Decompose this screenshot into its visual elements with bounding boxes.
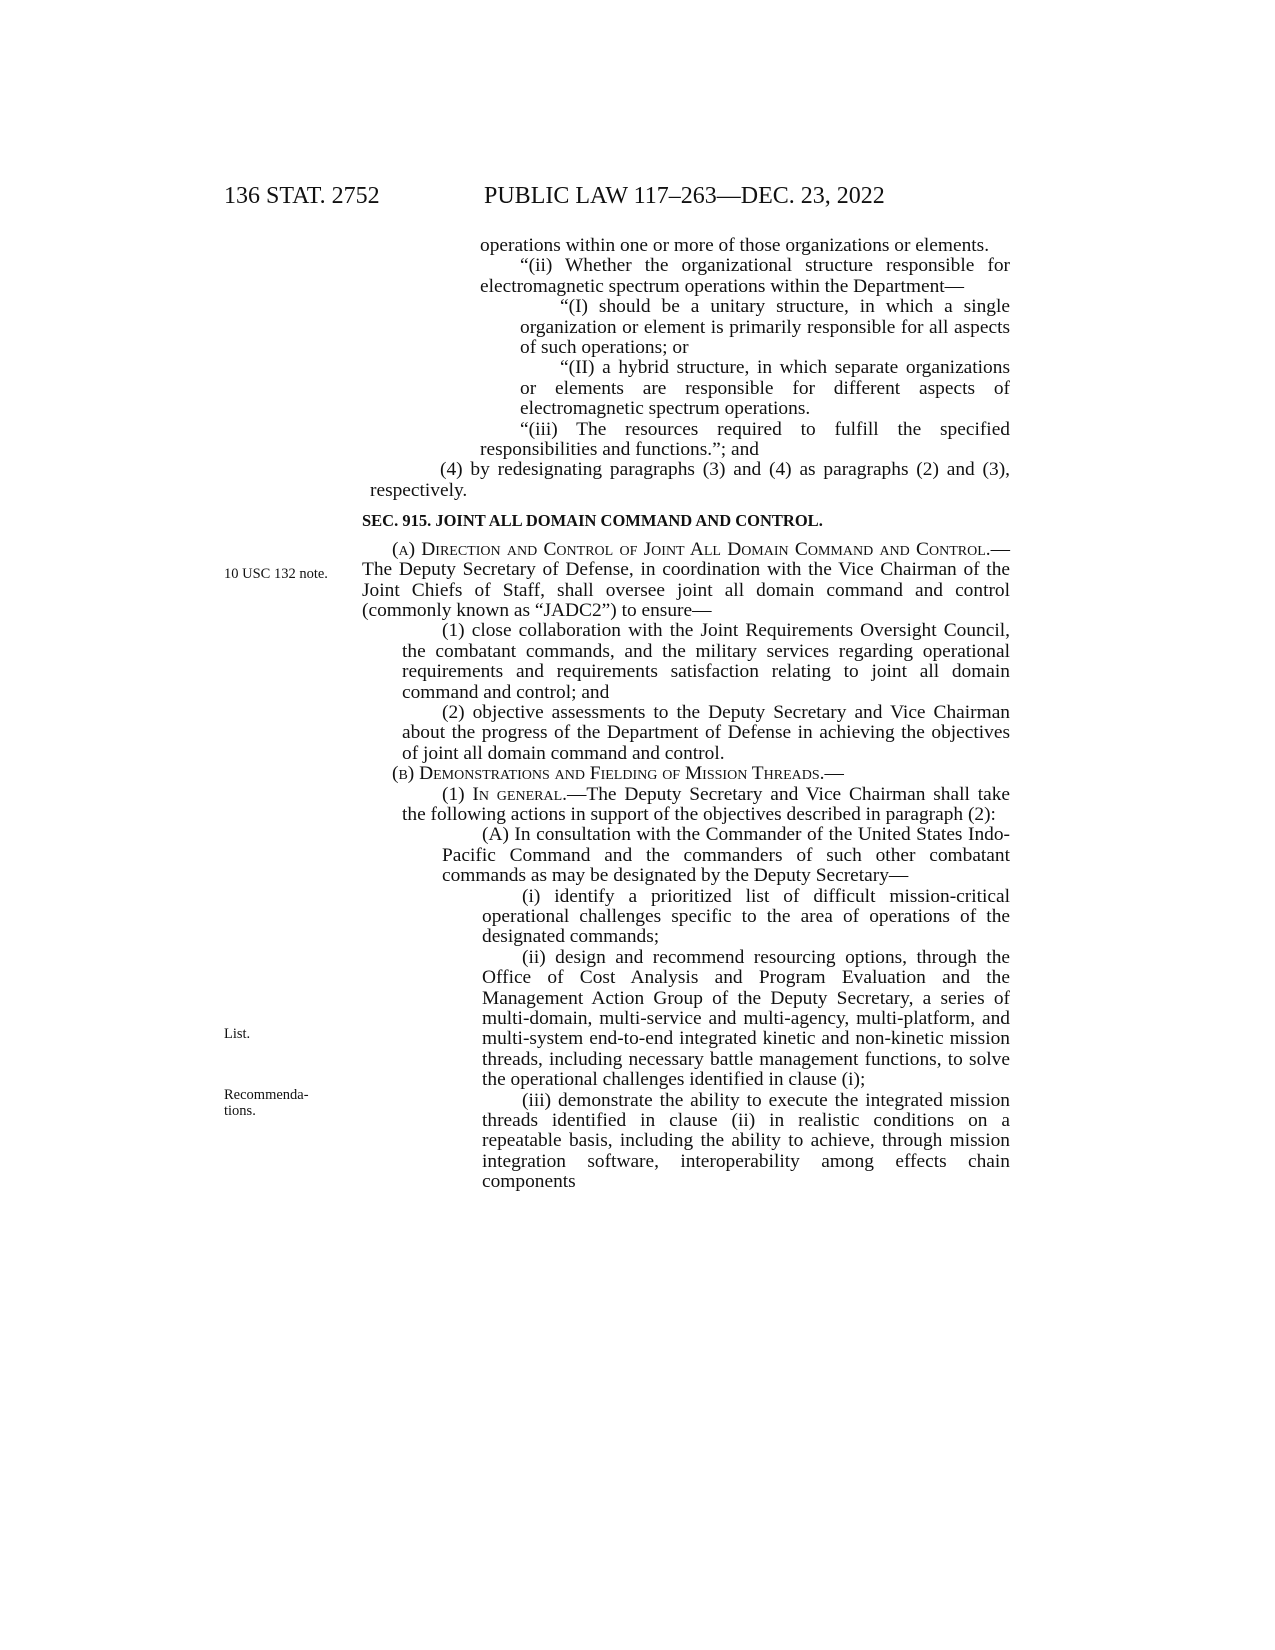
paragraph [362, 764, 1010, 784]
paragraph: (iii) demonstrate the ability to execute the integrated mission threads identified in clause (ii) in realistic conditions on a repeatable basis, including the ability to achieve, through mission integration software, interoperability among effects chain components [482, 1089, 1010, 1193]
paragraph: (i) identify a prioritized list of difficult mission-critical operational challenges specific to the area of operations of the designated commands; [482, 885, 1010, 948]
paragraph: operations within one or more of those organizations or elements. [480, 235, 990, 256]
document-body [362, 235, 1010, 1193]
paragraph: (ii) design and recommend resourcing options, through the Office of Cost Analysis and Program Evaluation and the Management Action Group of the Deputy Secretary, a series of multi-domain, multi-service and multi-agency, multi-platform, and multi-system end-to-end integrated kinetic and non-kinetic mission threads, including necessary battle management functions, to solve the operational challenges identified in clause (i); [482, 946, 1010, 1091]
margin-note-usc: 10 USC 132 note. [224, 566, 328, 582]
paragraph: (1) close collaboration with the Joint Requirements Oversight Council, the combatant commands, and the military services regarding operational requirements and requirements satisfaction relating to joint all domain command and control; and [402, 620, 1010, 703]
paragraph [402, 785, 1010, 826]
subsection-heading: (a) Direction and Control of Joint All Domain Command and Control.— [392, 538, 1010, 560]
subsection-text: The Deputy Secretary of Defense, in coordination with the Vice Chairman of the Joint Chiefs of Staff, shall oversee joint all domain command and control (commonly known as “JADC2”) to ensure— [362, 559, 1010, 621]
paragraph: “(I) should be a unitary structure, in which a single organization or element is primarily responsible for all aspects of such operations; or [520, 296, 1010, 359]
paragraph: (A) In consultation with the Commander of the United States Indo-Pacific Command and the commanders of such other combatant commands as may be designated by the Deputy Secretary— [442, 824, 1010, 887]
paragraph [362, 540, 1010, 622]
margin-note-list: List. [224, 1026, 251, 1042]
paragraph: “(iii) The resources required to fulfill the specified responsibilities and functions.”; and [480, 418, 1010, 461]
running-title: PUBLIC LAW 117–263—DEC. 23, 2022 [484, 183, 885, 209]
paragraph-heading: (1) In general.— [442, 783, 587, 805]
paragraph-text: The Deputy Secretary and Vice Chairman shall take the following actions in support of the objectives described in paragraph (2): [402, 783, 1010, 825]
paragraph: “(II) a hybrid structure, in which separate organizations or elements are responsible for different aspects of electromagnetic spectrum operations. [520, 357, 1010, 420]
paragraph: (4) by redesignating paragraphs (3) and (4) as paragraphs (2) and (3), respectively. [370, 459, 1010, 501]
paragraph: “(ii) Whether the organizational structure responsible for electromagnetic spectrum operations within the Department— [480, 255, 1010, 297]
section-heading: SEC. 915. JOINT ALL DOMAIN COMMAND AND CONTROL. [362, 511, 823, 531]
page-stat-number: 136 STAT. 2752 [224, 183, 380, 209]
margin-note-recommendations: Recommenda- tions. [224, 1087, 309, 1119]
subsection-heading: (b) Demonstrations and Fielding of Mission Threads.— [392, 763, 844, 785]
paragraph: (2) objective assessments to the Deputy Secretary and Vice Chairman about the progress of the Department of Defense in achieving the objectives of joint all domain command and control. [402, 701, 1010, 764]
